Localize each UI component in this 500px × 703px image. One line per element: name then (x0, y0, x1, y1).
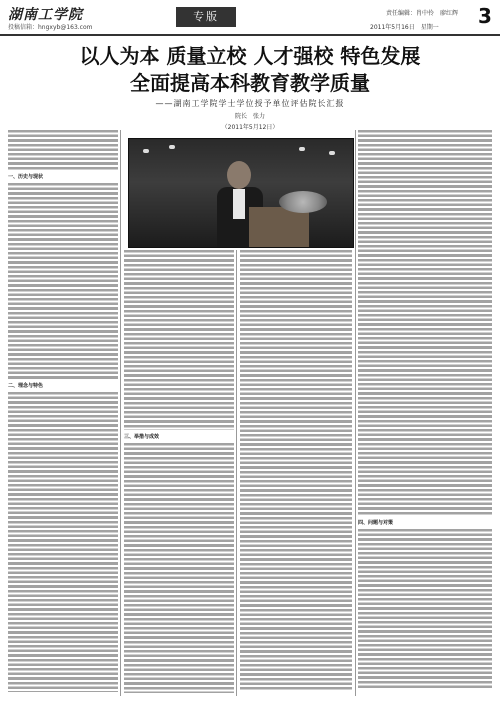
headline-line-1: 以人为本 质量立校 人才强校 特色发展 (79, 44, 421, 68)
speaker-head (227, 161, 251, 189)
subheadline: ——湖南工学院学士学位授予单位评估院长汇报 (155, 99, 345, 108)
section-heading-3: 三、举措与成效 (124, 434, 160, 440)
byline: 院长 张力 (234, 113, 265, 120)
ceiling-light-icon (169, 145, 175, 149)
headline-line-2: 全面提高本科教育教学质量 (130, 71, 370, 95)
column-1 (8, 130, 118, 696)
body-text-block (358, 529, 492, 689)
body-text-block (124, 443, 234, 693)
column-divider (120, 130, 121, 696)
body-text-block (8, 392, 118, 692)
section-tag: 专版 (176, 7, 236, 27)
body-text-block (8, 183, 118, 379)
masthead (0, 0, 500, 36)
dateline: （2011年5月12日） (221, 124, 279, 131)
podium (249, 207, 309, 247)
column-2 (124, 250, 234, 696)
ceiling-light-icon (299, 147, 305, 151)
page-number: 3 (478, 4, 492, 28)
body-text-block (124, 250, 234, 430)
section-heading-2: 二、理念与特色 (8, 383, 44, 389)
issue-date: 2011年5月16日 星期一 (370, 24, 439, 31)
column-4 (358, 130, 492, 696)
column-divider (236, 250, 237, 696)
contact-email: 投稿信箱：hngxyb@163.com (8, 24, 93, 31)
speaker-shirt (233, 189, 245, 219)
section-heading-4: 四、问题与对策 (358, 520, 394, 526)
column-3 (240, 250, 352, 696)
speaker-photo (128, 138, 354, 248)
section-heading-1: 一、历史与现状 (8, 174, 44, 180)
body-text-block (8, 130, 118, 170)
flower-arrangement (279, 191, 327, 213)
ceiling-light-icon (329, 151, 335, 155)
body-text-block (358, 130, 492, 516)
editors: 责任编辑：肖中伶 廖红辉 (386, 10, 459, 17)
ceiling-light-icon (143, 149, 149, 153)
body-text-block (240, 250, 352, 690)
column-divider (355, 130, 356, 696)
paper-name: 湖南工学院 (8, 7, 83, 23)
